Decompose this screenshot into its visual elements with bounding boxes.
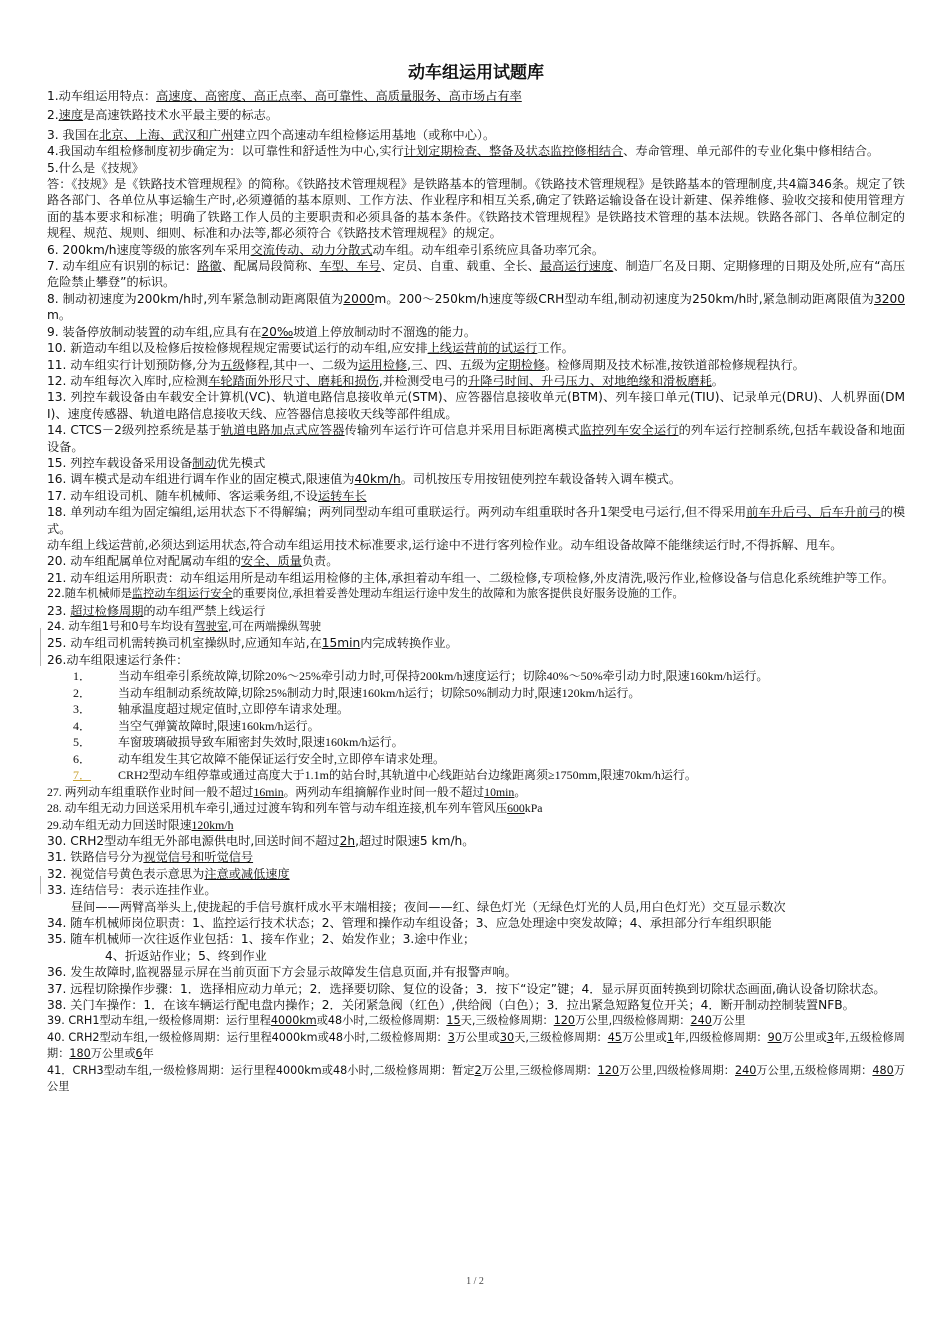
- question-17: 17. 动车组设司机、随车机械师、客运乘务组,不设运转车长: [47, 488, 367, 503]
- question-28: 28. 动车组无动力回送采用机车牵引,通过过渡车钩和列车管与动车组连接,机车列车管风压600kPa: [47, 801, 543, 816]
- question-29: 29.动车组无动力回送时限速120km/h: [47, 817, 234, 832]
- list-item: 6． 动车组发生其它故障不能保证运行安全时,立即停车请求处理。: [73, 751, 446, 766]
- document-page: [47, 58, 905, 1095]
- list-item: 5． 车窗玻璃破损导致车厢密封失效时,限速160km/h运行。: [73, 735, 404, 750]
- question-9: 9. 装备停放制动装置的动车组,应具有在20‰坡道上停放制动时不溜逸的能力。: [47, 324, 477, 339]
- question-13: 13. 列控车载设备由车载安全计算机(VC)、轨道电路信息接收单元(STM)、应答器信息接收单元(BTM)、列车接口单元(TIU)、记录单元(DRU)、人机界面(DMI)、速度传感器、轨道电路信息接收天线、应答器信息接收天线等部件组成。: [47, 390, 905, 421]
- question-24: 24. 动车组1号和0号车均设有驾驶室,可在两端操纵驾驶: [47, 620, 322, 633]
- revision-bar: [40, 628, 41, 666]
- question-36: 36. 发生故障时,监视器显示屏在当前页面下方会显示故障发生信息页面,并有报警声响。: [47, 965, 517, 980]
- question-18: 18. 单列动车组为固定编组,运用状态下不得解编；两列同型动车组可重联运行。两列动车组重联时各升1架受电弓运行,但不得采用前车升后弓、后车升前弓的模式。: [47, 505, 906, 536]
- question-41: 41．CRH3型动车组,一级检修周期：运行里程4000km或48小时,二级检修周期：暂定2万公里,三级检修周期：120万公里,四级检修周期：240万公里,五级检修周期：480万公里: [47, 1063, 906, 1094]
- question-33: 33. 连结信号：表示连挂作业。: [47, 883, 217, 898]
- list-item: 1． 当动车组牵引系统故障,切除20%～25%牵引动力时,可保持200km/h速度运行；切除40%～50%牵引动力时,限速160km/h运行。: [73, 669, 769, 684]
- question-38: 38. 关门车操作：1．在该车辆运行配电盘内操作；2．关闭紧急阀（红色）,供给阀（白色）；3．拉出紧急短路复位开关；4．断开制动控制装置NFB。: [47, 998, 855, 1012]
- question-27: 27. 两列动车组重联作业时间一般不超过16min。两列动车组摘解作业时间一般不超过10min。: [47, 784, 527, 799]
- question-30: 30. CRH2型动车组无外部电源供电时,回送时间不超过2h,超过时限速5 km/h。: [47, 833, 475, 848]
- question-10: 10. 新造动车组以及检修后按检修规程规定需要试运行的动车组,应安排上线运营前的试运行工作。: [47, 341, 574, 356]
- question-16: 16. 调车模式是动车组进行调车作业的固定模式,限速值为40km/h。司机按压专用按钮使列控车载设备转入调车模式。: [47, 472, 682, 487]
- page-number: 1 / 2: [466, 1276, 484, 1287]
- page-title: 动车组运用试题库: [408, 63, 544, 83]
- question-7: 7. 动车组应有识别的标记：路徽、配属局段简称、车型、车号、定员、自重、载重、全长、最高运行速度、制造厂名及日期、定期修理的日期及处所,应有“高压危险禁止攀登”的标识。: [47, 259, 906, 290]
- question-35: 35. 随车机械师一次往返作业包括：1、接车作业；2、始发作业；3.途中作业；: [47, 932, 476, 947]
- list-item: 4． 当空气弹簧故障时,限速160km/h运行。: [73, 718, 320, 733]
- question-25: 25. 动车组司机需转换司机室操纵时,应通知车站,在15min内完成转换作业。: [47, 636, 458, 651]
- list-item: 7． CRH2型动车组停靠或通过高度大于1.1m的站台时,其轨道中心线距站台边缘距离须≥1750mm,限速70km/h运行。: [73, 768, 697, 783]
- question-2: 2.速度是高速铁路技术水平最主要的标志。: [47, 108, 279, 123]
- question-37: 37. 远程切除操作步骤：1．选择相应动力单元；2．选择要切除、复位的设备；3．按下“设定”键；4．显示屏页面转换到切除状态画面,确认设备切除状态。: [47, 981, 886, 996]
- question-40: 40. CRH2型动车组,一级检修周期：运行里程4000km或48小时,二级检修周期：3万公里或30天,三级检修周期：45万公里或1年,四级检修周期：90万公里或3年,五级检修周期：180万公里或6年: [47, 1030, 905, 1061]
- question-33-detail: 昼间——两臂高举头上,使拢起的手信号旗杆成水平末端相接；夜间——红、绿色灯光（无绿色灯光的人员,用白色灯光）交互显示数次: [71, 899, 786, 914]
- question-23: 23. 超过检修周期的动车组严禁上线运行: [47, 603, 266, 618]
- list-item: 3． 轴承温度超过规定值时,立即停车请求处理。: [73, 702, 350, 717]
- question-14: 14. CTCS－2级列控系统是基于轨道电路加点式应答器传输列车运行许可信息并采用目标距离模式监控列车安全运行的列车运行控制系统,包括车载设备和地面设备。: [47, 423, 906, 454]
- question-18-note: 动车组上线运营前,必须达到运用状态,符合动车组运用技术标准要求,运行途中不进行客列检作业。动车组设备故障不能继续运行时,不得拆解、甩车。: [47, 537, 843, 552]
- question-39: 39. CRH1型动车组,一级检修周期：运行里程4000km或48小时,二级检修周期：15天,三级检修周期：120万公里,四级检修周期：240万公里: [47, 1014, 746, 1028]
- question-12: 12. 动车组每次入库时,应检测车轮踏面外形尺寸、磨耗和损伤,并检测受电弓的升降弓时间、升弓压力、对地绝缘和滑板磨耗。: [47, 373, 724, 388]
- question-1: 1.动车组运用特点：高速度、高密度、高正点率、高可靠性、高质量服务、高市场占有率: [47, 89, 522, 103]
- question-21: 21. 动车组运用所职责：动车组运用所是动车组运用检修的主体,承担着动车组一、二级检修,专项检修,外皮清洗,吸污作业,检修设备与信息化系统维护等工作。: [47, 570, 895, 585]
- question-34: 34. 随车机械师岗位职责：1、监控运行技术状态；2、管理和操作动车组设备；3、应急处理途中突发故障；4、承担部分行车组织职能: [47, 915, 772, 930]
- question-3: 3. 我国在北京、上海、武汉和广州建立四个高速动车组检修运用基地（或称中心）。: [47, 127, 496, 142]
- question-11: 11. 动车组实行计划预防修,分为五级修程,其中一、二级为运用检修,三、四、五级为定期检修。检修周期及技术标准,按铁道部检修规程执行。: [47, 357, 805, 372]
- question-6: 6. 200km/h速度等级的旅客列车采用交流传动、动力分散式动车组。动车组牵引系统应具备功率冗余。: [47, 242, 605, 257]
- speed-limit-list: [47, 668, 905, 784]
- list-item: 2． 当动车组制动系统故障,切除25%制动力时,限速160km/h运行；切除50%制动力时,限速120km/h运行。: [73, 685, 641, 700]
- question-4: 4.我国动车组检修制度初步确定为：以可靠性和舒适性为中心,实行计划定期检查、整备及状态监控修相结合、寿命管理、单元部件的专业化集中修相结合。: [47, 144, 880, 159]
- question-22: 22.随车机械师是监控动车组运行安全的重要岗位,承担着妥善处理动车组运行途中发生的故障和为旅客提供良好服务设施的工作。: [47, 587, 684, 601]
- question-32: 32. 视觉信号黄色表示意思为注意或减低速度: [47, 866, 290, 881]
- question-8: 8. 制动初速度为200km/h时,列车紧急制动距离限值为2000m。200～250km/h速度等级CRH型动车组,制动初速度为250km/h时,紧急制动距离限值为3200m。: [47, 291, 905, 323]
- question-20: 20. 动车组配属单位对配属动车组的安全、质量负责。: [47, 554, 339, 569]
- question-15: 15. 列控车载设备采用设备制动优先模式: [47, 455, 266, 470]
- revision-bar: [40, 876, 41, 894]
- answer-5: 答：《技规》是《铁路技术管理规程》的简称。《铁路技术管理规程》是铁路基本的管理制。《铁路技术管理规程》是铁路基本的管理制度,共4篇346条。规定了铁路各部门、各单位从事运输生产时,必须遵循的基本原则、工作方法、作业程序和相互关系,确定了铁路运输设备在设计新建、保养维修、验收交接和使用管理方面的基本要求和标准；明确了铁路工作人员的主要职责和必须具备的基本条件。《铁路技术管理规程》是铁路技术管理的基本法规。铁路各部门、各单位制定的规程、规范、规则、细则、标准和办法等,都必须符合《铁路技术管理规程》的规定。: [47, 177, 905, 241]
- question-35-detail: 4、折返站作业；5、终到作业: [105, 948, 267, 963]
- question-5: 5.什么是《技规》: [47, 160, 144, 175]
- question-31: 31. 铁路信号分为视觉信号和听觉信号: [47, 850, 254, 865]
- question-26: 26.动车组限速运行条件：: [47, 652, 189, 667]
